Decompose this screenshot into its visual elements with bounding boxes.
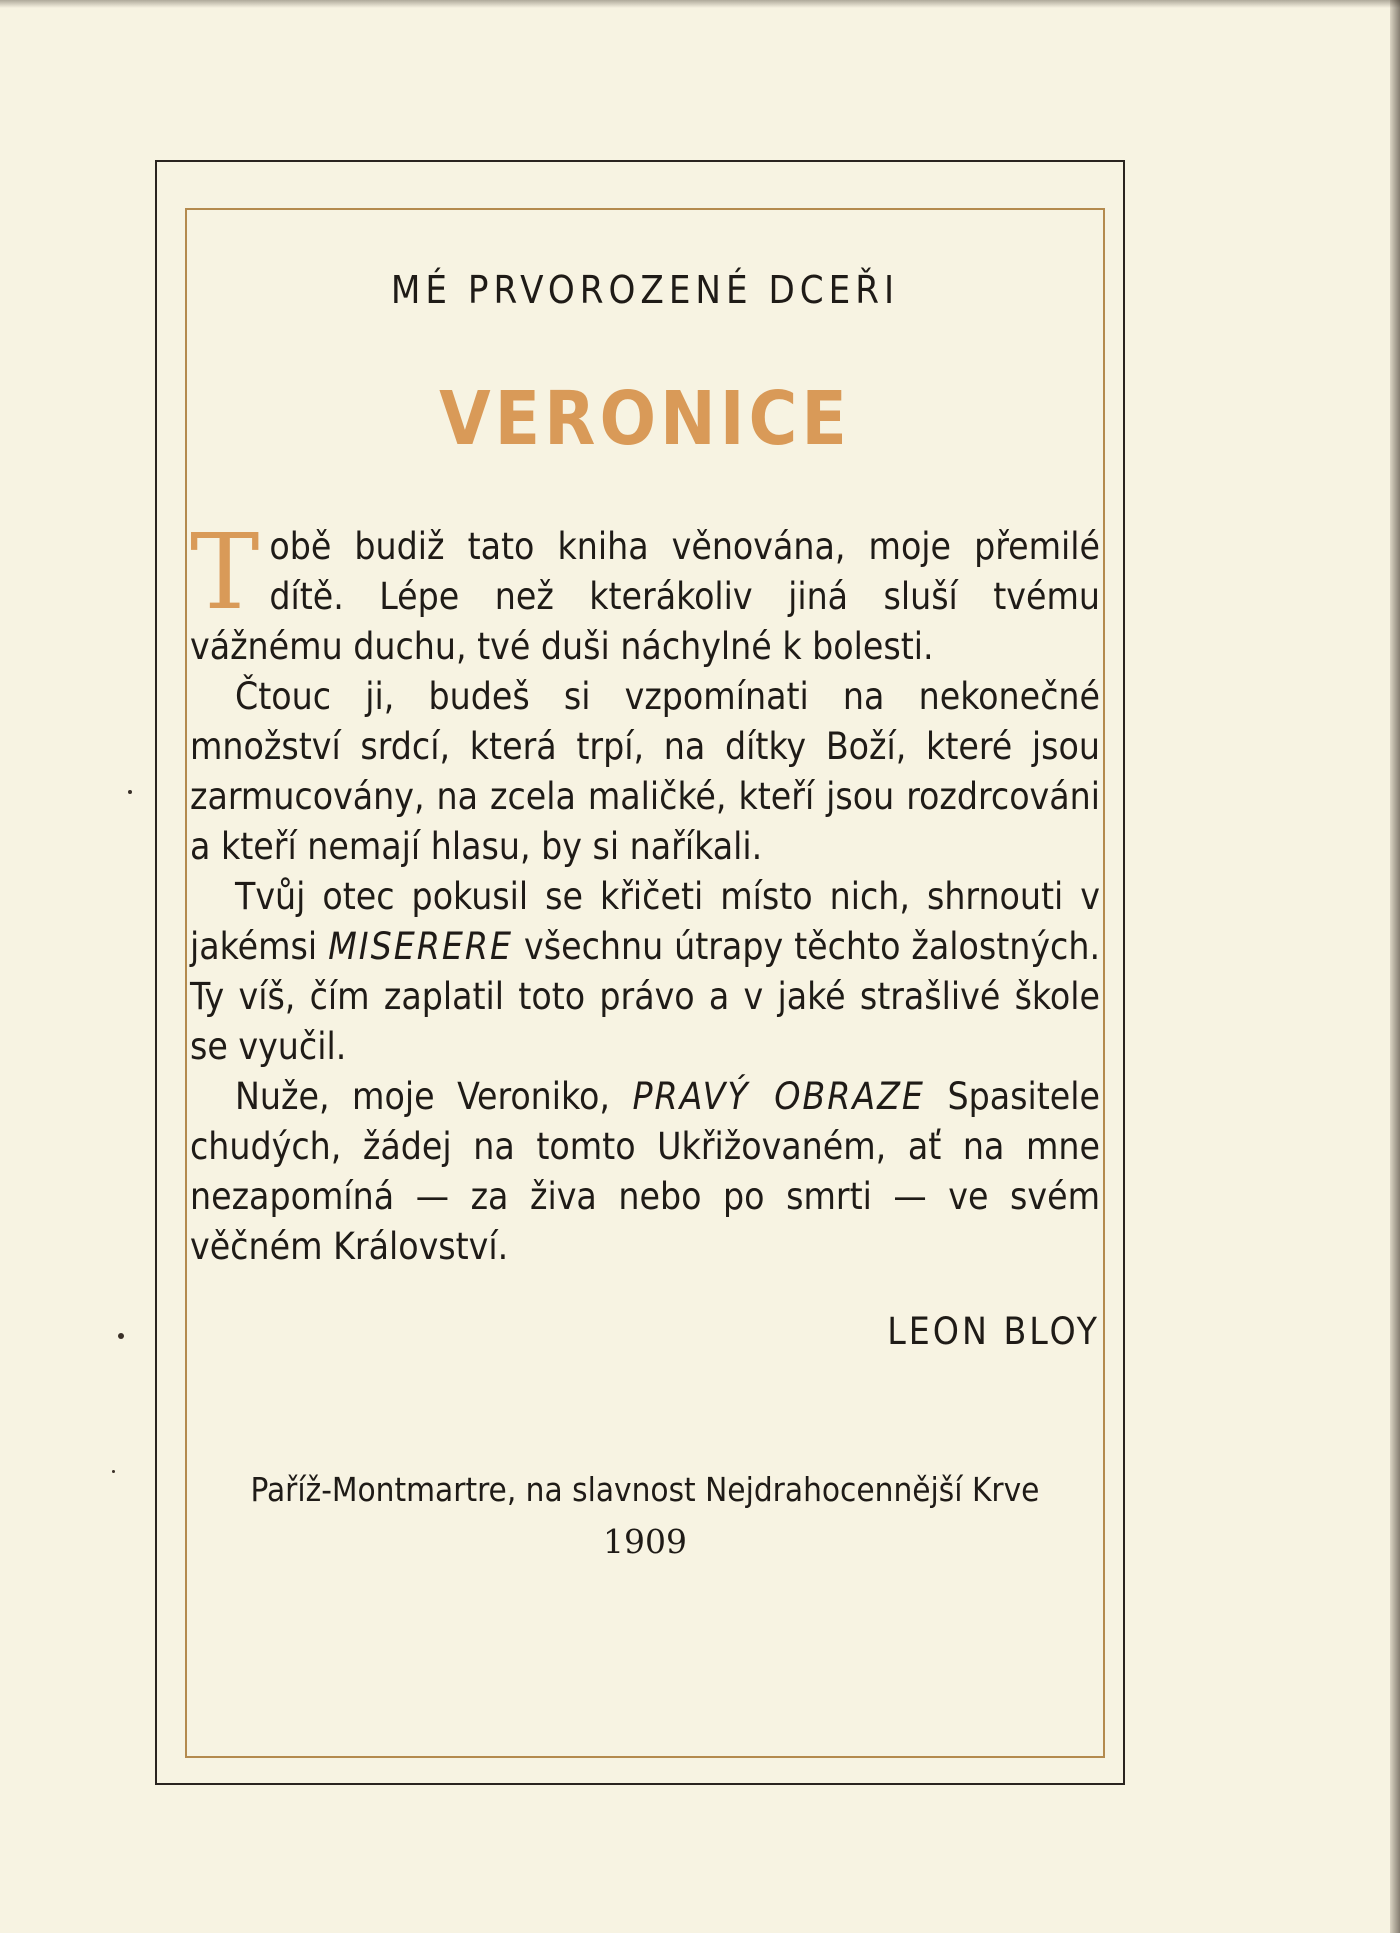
dedication-heading: MÉ PRVOROZENÉ DCEŘI	[390, 268, 900, 312]
paragraph-1-text: obě budiž tato kniha věnována, moje přemilé dítě. Lépe než kterákoliv jiná sluší tvému vážnému duchu, tvé duši náchylné k bolesti.	[190, 525, 1100, 668]
paragraph-4-text-after: Spasitele chudých, žádej na tomto Ukřižovaném, ať na mne nezapomíná — za živa nebo po smrti — ve svém věčném Království.	[190, 1075, 1101, 1268]
paragraph-3	[190, 872, 1100, 1072]
dedication-body	[190, 511, 1101, 1272]
paragraph-1	[190, 511, 1100, 672]
drop-cap-letter: T	[190, 511, 260, 633]
paper-speck	[118, 1333, 124, 1339]
paragraph-4-text-before: Nuže, moje Veroniko,	[235, 1075, 610, 1118]
miserere-emphasis: MISERERE	[328, 925, 514, 968]
paragraph-3-text-after: všechnu útrapy těchto žalostných. Ty víš, čím zaplatil toto právo a v jaké strašlivé škole se vyučil.	[190, 925, 1101, 1068]
paper-speck	[128, 790, 132, 794]
recipient-name-heading: VERONICE	[439, 376, 851, 462]
paper-speck	[112, 1470, 115, 1473]
page-edge-shadow	[1390, 0, 1400, 1933]
place-and-occasion: Paříž-Montmartre, na slavnost Nejdrahocennější Krve	[250, 1470, 1040, 1509]
pravy-obraze-emphasis: PRAVÝ OBRAZE	[632, 1075, 925, 1118]
paragraph-4	[190, 1072, 1100, 1272]
year: 1909	[603, 1522, 687, 1561]
page-top-shadow	[0, 0, 1400, 8]
paragraph-3-text-before: Tvůj otec pokusil se křičeti místo nich, shrnouti v jakémsi	[190, 875, 1100, 968]
paragraph-2: Čtouc ji, budeš si vzpomínati na nekonečné množství srdcí, která trpí, na dítky Boží, které jsou zarmucovány, na zcela maličké, kteří jsou rozdrcováni a kteří nemají hlasu, by si naříkali.	[190, 675, 1100, 868]
author-signature: LEON BLOY	[887, 1310, 1100, 1353]
